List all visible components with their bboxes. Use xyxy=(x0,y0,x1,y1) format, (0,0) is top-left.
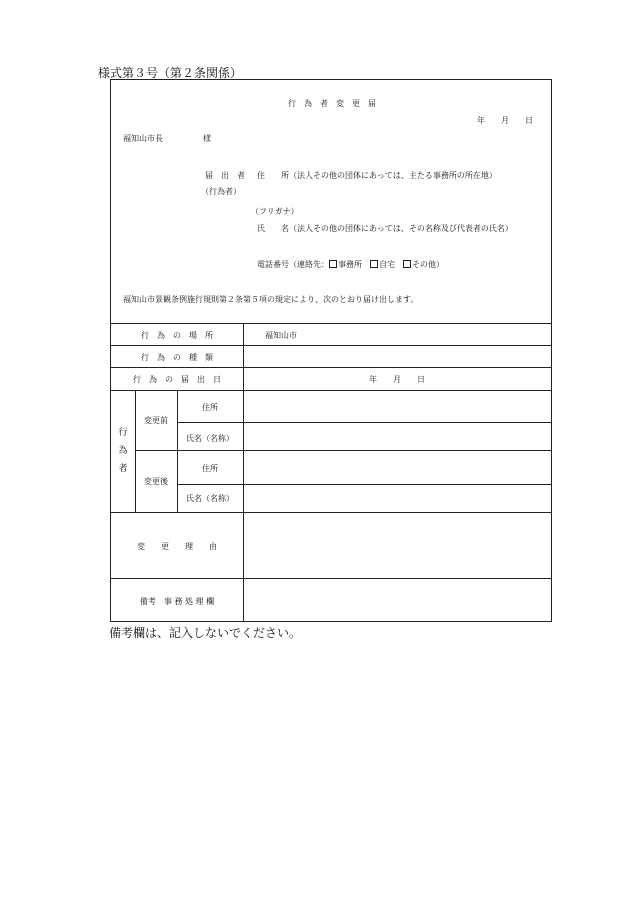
place-label: 行 為 の 場 所 xyxy=(141,331,213,340)
phone-option-office: 事務所 xyxy=(338,260,362,269)
reason-label: 変 更 理 由 xyxy=(137,542,217,551)
place-value[interactable]: 福知山市 xyxy=(265,331,297,340)
type-field[interactable] xyxy=(245,347,549,365)
actor-label: 行為者 xyxy=(118,428,128,474)
address-label: 住 所（法人その他の団体にあっては、主たる事務所の所在地） xyxy=(257,171,497,180)
before-name-field[interactable] xyxy=(245,424,549,448)
phone-label: 電話番号（連絡先： xyxy=(257,260,329,269)
after-label: 変更後 xyxy=(144,477,168,486)
after-name-field[interactable] xyxy=(245,486,549,510)
phone-option-home: 自宅 xyxy=(379,260,395,269)
notification-form xyxy=(110,79,552,622)
after-address-field[interactable] xyxy=(245,452,549,482)
remarks-field xyxy=(245,580,549,620)
after-name-label: 氏名（名称） xyxy=(186,494,234,503)
checkbox-office[interactable] xyxy=(329,260,337,268)
date-label: 行 為 の 届 出 日 xyxy=(133,375,221,384)
notifier-label: 届 出 者 xyxy=(205,171,245,180)
checkbox-home[interactable] xyxy=(370,260,378,268)
footnote: 備考欄は、記入しないでください。 xyxy=(109,626,302,640)
name-label: 氏 名（法人その他の団体にあっては、その名称及び代表者の氏名） xyxy=(257,224,513,233)
after-address-label: 住所 xyxy=(202,464,218,473)
form-title: 行 為 者 変 更 届 xyxy=(288,99,376,108)
furigana-label: （フリガナ） xyxy=(251,207,299,216)
type-label: 行 為 の 種 類 xyxy=(141,353,213,362)
before-label: 変更前 xyxy=(144,416,168,425)
phone-close: ） xyxy=(436,260,444,269)
notifier-sub-label: （行為者） xyxy=(201,187,241,196)
checkbox-other[interactable] xyxy=(403,260,411,268)
before-name-label: 氏名（名称） xyxy=(186,434,234,443)
before-address-label: 住所 xyxy=(202,403,218,412)
addressee: 福知山市長 様 xyxy=(123,134,211,143)
remarks-label: 備考 事 務 処 理 欄 xyxy=(139,597,215,606)
statement: 福知山市景観条例施行規則第２条第５項の規定により、次のとおり届け出します。 xyxy=(123,295,419,304)
date-line: 年 月 日 xyxy=(477,116,533,125)
date-value[interactable]: 年 月 日 xyxy=(369,375,425,384)
phone-line xyxy=(257,259,444,270)
phone-option-other: その他 xyxy=(412,260,436,269)
before-address-field[interactable] xyxy=(245,392,549,420)
reason-field[interactable] xyxy=(245,514,549,576)
form-number: 様式第３号（第２条関係） xyxy=(98,66,243,80)
